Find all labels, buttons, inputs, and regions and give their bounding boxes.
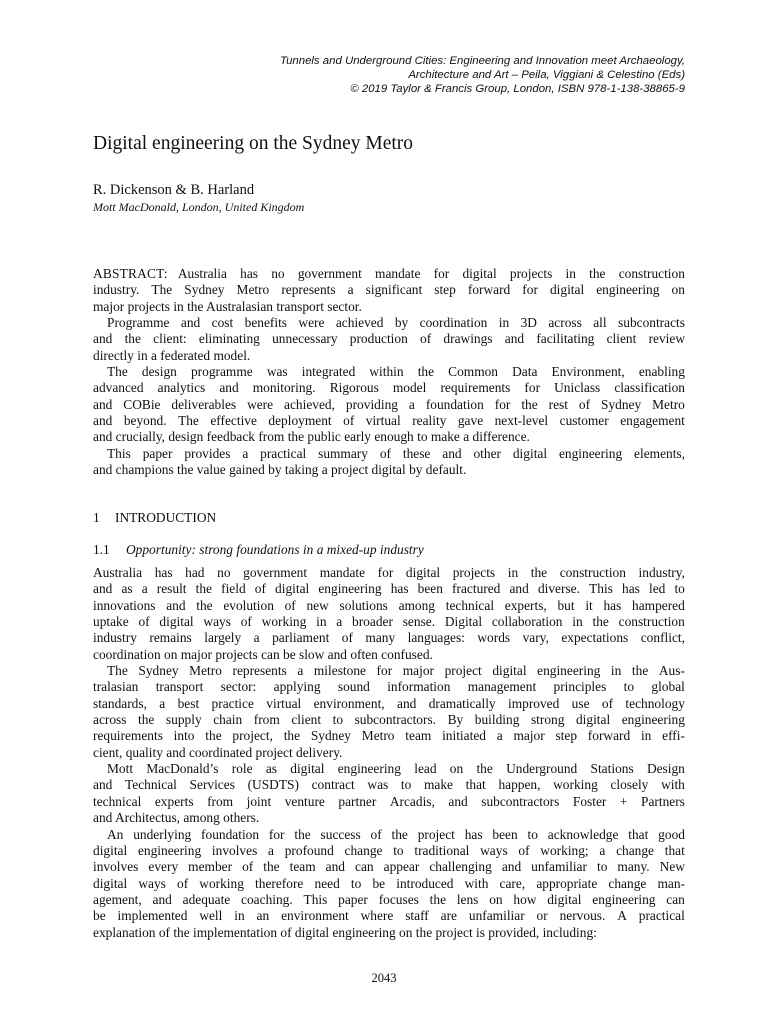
abstract-line: The design programme was integrated within the Common Data Environment, enabling: [107, 364, 685, 380]
body-line: uptake of digital ways of working in a broader sense. Digital collaboration in the construction: [93, 614, 685, 630]
paper-title: Digital engineering on the Sydney Metro: [93, 133, 414, 154]
body-line: innovations and the evolution of new solutions among technical experts, but it has hampered: [93, 597, 685, 613]
header-line-2: Architecture and Art – Peila, Viggiani & Celestino (Eds): [408, 69, 685, 81]
section-title: INTRODUCTION: [115, 510, 217, 525]
introduction-body: [93, 565, 685, 941]
body-line: coordination on major projects can be slow and often confused.: [93, 646, 433, 662]
body-line: Australia has had no government mandate for digital projects in the construction industry,: [93, 565, 685, 580]
header-line-1: Tunnels and Underground Cities: Engineering and Innovation meet Archaeology,: [279, 55, 685, 67]
body-line: requirements into the project, the Sydney Metro team initiated a major step forward in effi-: [93, 728, 685, 744]
body-line: digital engineering involves a profound change to traditional ways of working; a change that: [93, 842, 685, 858]
body-line: Mott MacDonald’s role as digital engineering lead on the Underground Stations Design: [107, 761, 685, 777]
abstract-line: advanced analytics and monitoring. Rigorous model requirements for Uniclass classification: [93, 380, 685, 396]
abstract-line: Programme and cost benefits were achieved by coordination in 3D across all subcontracts: [107, 315, 685, 331]
header-line-3: © 2019 Taylor & Francis Group, London, ISBN 978-1-138-38865-9: [350, 83, 685, 95]
abstract: [93, 266, 685, 478]
body-line: The Sydney Metro represents a milestone for major project digital engineering in the Aus-: [107, 663, 685, 679]
body-line: cient, quality and coordinated project delivery.: [93, 744, 343, 760]
subsection-title: Opportunity: strong foundations in a mixed-up industry: [126, 542, 424, 557]
body-line: tralasian transport sector: applying sound information management principles to global: [93, 679, 685, 695]
abstract-line: and champions the value gained by taking a project digital by default.: [93, 462, 467, 478]
body-line: across the supply chain from client to subcontractors. By building strong digital engineering: [93, 712, 685, 728]
body-line: and Architectus, among others.: [93, 810, 260, 826]
abstract-line: industry. The Sydney Metro represents a significant step forward for digital engineering on: [93, 282, 685, 298]
abstract-line: directly in a federated model.: [93, 347, 251, 363]
body-line: and Technical Services (USDTS) contract was to make that happen, working closely with: [93, 777, 685, 793]
body-line: industry remains largely a parliament of many languages: words vary, expectations conflict,: [93, 630, 685, 646]
abstract-line: and beyond. The effective deployment of virtual reality gave next-level customer engagement: [93, 413, 685, 429]
abstract-line: major projects in the Australasian transport sector.: [93, 298, 362, 314]
running-header: [165, 54, 685, 96]
body-line: explanation of the implementation of digital engineering on the project is provided, including:: [93, 924, 597, 940]
section-heading: [93, 510, 216, 526]
body-line: digital ways of working therefore need to be introduced with care, appropriate change man-: [93, 875, 685, 891]
body-line: be implemented well in an environment where staff are unfamiliar or nervous. A practical: [93, 908, 685, 924]
section-number: 1: [93, 510, 100, 525]
body-line: standards, a best practice virtual environment, and dramatically improved use of technology: [93, 695, 685, 711]
subsection-number: 1.1: [93, 542, 110, 557]
body-line: involves every member of the team and can appear challenging and unfamiliar to many. New: [93, 859, 685, 875]
body-line: technical experts from joint venture partner Arcadis, and subcontractors Foster + Partners: [93, 793, 685, 809]
body-line: and as a result the field of digital engineering has been fractured and diverse. This has led to: [93, 581, 685, 597]
abstract-line: [93, 266, 685, 282]
paper-affiliation: Mott MacDonald, London, United Kingdom: [93, 200, 305, 214]
body-line: agement, and adequate coaching. This paper focuses the lens on how digital engineering can: [93, 891, 685, 907]
abstract-line: and the client: eliminating unnecessary production of drawings and facilitating client review: [93, 331, 685, 347]
abstract-label: ABSTRACT:: [93, 266, 168, 281]
page-number: 2043: [371, 971, 397, 985]
abstract-line: and COBie deliverables were achieved, providing a foundation for the rest of Sydney Metro: [93, 396, 685, 412]
abstract-line: This paper provides a practical summary of these and other digital engineering elements,: [107, 445, 685, 461]
abstract-text: Australia has no government mandate for digital projects in the construction: [177, 266, 685, 281]
paper-authors: R. Dickenson & B. Harland: [93, 182, 255, 198]
subsection-heading: [93, 542, 424, 558]
abstract-line: and crucially, design feedback from the public early enough to make a difference.: [93, 429, 530, 445]
body-line: An underlying foundation for the success of the project has been to acknowledge that good: [107, 826, 685, 842]
